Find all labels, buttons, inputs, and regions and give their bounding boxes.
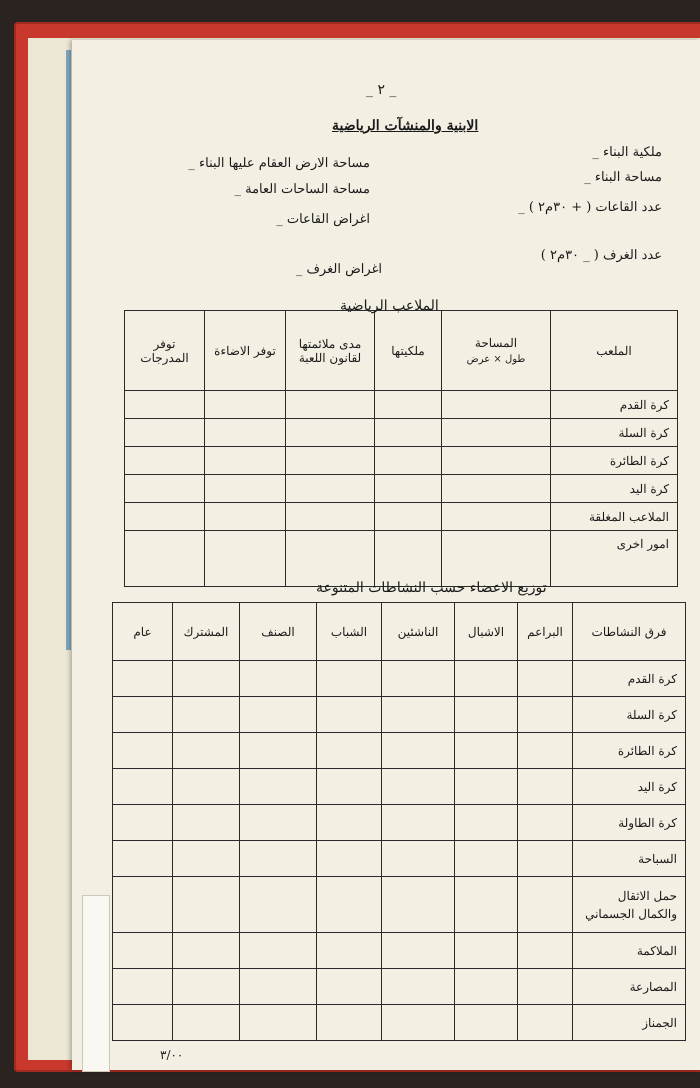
sports-fields-caption: الملاعب الرياضية xyxy=(340,298,439,314)
table-header-row xyxy=(113,603,686,661)
row-label: الملاعب المغلقة xyxy=(551,503,678,531)
table-cell xyxy=(455,969,518,1005)
table-row xyxy=(125,503,678,531)
col-header-suitability: مدى ملائمتها لقانون اللعبة xyxy=(286,311,375,391)
halls-count-label: عدد القاعات ( + ٣٠م٢ ) _ xyxy=(518,200,662,215)
table-row xyxy=(113,769,686,805)
table-row xyxy=(125,475,678,503)
table-cell xyxy=(442,475,551,503)
col-header-class: الصنف xyxy=(240,603,317,661)
table-cell xyxy=(518,733,573,769)
table-cell xyxy=(113,661,173,697)
row-label: كرة القدم xyxy=(551,391,678,419)
table-cell xyxy=(173,697,240,733)
table-cell xyxy=(442,419,551,447)
table-cell xyxy=(382,1005,455,1041)
table-cell xyxy=(382,733,455,769)
table-cell xyxy=(286,531,375,587)
table-cell xyxy=(173,969,240,1005)
table-cell xyxy=(455,1005,518,1041)
table-cell xyxy=(240,805,317,841)
table-cell xyxy=(173,877,240,933)
page-edge-marker xyxy=(66,50,71,650)
table-cell xyxy=(240,877,317,933)
table-header-row xyxy=(125,311,678,391)
table-cell xyxy=(173,769,240,805)
paper-tab xyxy=(82,895,110,1072)
table-row xyxy=(113,969,686,1005)
table-row xyxy=(113,697,686,733)
table-cell xyxy=(317,805,382,841)
table-cell xyxy=(455,733,518,769)
members-distribution-table xyxy=(112,602,686,1041)
table-cell xyxy=(518,969,573,1005)
col-header-field: الملعب xyxy=(551,311,678,391)
table-row xyxy=(113,805,686,841)
table-cell xyxy=(317,841,382,877)
col-header-activities: فرق النشاطات xyxy=(573,603,686,661)
table-cell xyxy=(442,447,551,475)
table-cell xyxy=(317,661,382,697)
table-cell xyxy=(442,531,551,587)
table-cell xyxy=(205,475,286,503)
page-title: الابنية والمنشآت الرياضية xyxy=(332,118,479,134)
table-cell xyxy=(375,391,442,419)
table-cell xyxy=(205,447,286,475)
table-cell xyxy=(125,391,205,419)
footer-code: ٣/٠٠ xyxy=(160,1048,184,1062)
table-cell xyxy=(518,933,573,969)
table-row xyxy=(113,733,686,769)
row-label: كرة اليد xyxy=(551,475,678,503)
row-label: حمل الاثقال والكمال الجسماني xyxy=(573,877,686,933)
row-label: السباحة xyxy=(573,841,686,877)
col-header-area xyxy=(442,311,551,391)
table-cell xyxy=(455,769,518,805)
table-cell xyxy=(375,447,442,475)
table-cell xyxy=(375,531,442,587)
table-cell xyxy=(375,419,442,447)
table-cell xyxy=(240,733,317,769)
table-cell xyxy=(518,661,573,697)
table-cell xyxy=(442,391,551,419)
table-cell xyxy=(240,769,317,805)
table-cell xyxy=(205,419,286,447)
table-cell xyxy=(518,1005,573,1041)
table-cell xyxy=(125,419,205,447)
table-cell xyxy=(240,661,317,697)
col-header-joint: المشترك xyxy=(173,603,240,661)
table-cell xyxy=(113,1005,173,1041)
table-cell xyxy=(317,933,382,969)
table-row xyxy=(113,933,686,969)
table-cell xyxy=(518,841,573,877)
table-cell xyxy=(113,769,173,805)
table-cell xyxy=(173,841,240,877)
land-area-label: مساحة الارض العقام عليها البناء _ xyxy=(188,156,370,171)
table-cell xyxy=(113,697,173,733)
table-cell xyxy=(455,877,518,933)
col-header-cubs: الاشبال xyxy=(455,603,518,661)
table-cell xyxy=(125,531,205,587)
table-cell xyxy=(317,877,382,933)
page-number: _ ٢ _ xyxy=(366,82,397,98)
row-label: امور اخرى xyxy=(551,531,678,587)
table-cell xyxy=(518,877,573,933)
halls-purpose-label: اغراض القاعات _ xyxy=(276,212,370,227)
table-cell xyxy=(173,661,240,697)
row-label: كرة القدم xyxy=(573,661,686,697)
col-header-youth: الشباب xyxy=(317,603,382,661)
table-cell xyxy=(375,475,442,503)
table-row xyxy=(125,447,678,475)
table-cell xyxy=(240,969,317,1005)
members-distribution-caption: توزيع الاعضاء حسب النشاطات المتنوعة xyxy=(316,580,547,596)
table-cell xyxy=(205,531,286,587)
table-cell xyxy=(113,841,173,877)
table-cell xyxy=(173,933,240,969)
table-cell xyxy=(317,697,382,733)
row-label: المصارعة xyxy=(573,969,686,1005)
table-cell xyxy=(382,969,455,1005)
table-cell xyxy=(173,733,240,769)
table-cell xyxy=(286,391,375,419)
table-cell xyxy=(382,933,455,969)
row-label: كرة الطاولة xyxy=(573,805,686,841)
table-cell xyxy=(455,697,518,733)
table-cell xyxy=(317,769,382,805)
area-header-subtext: طول × عرض xyxy=(466,354,526,365)
table-cell xyxy=(286,503,375,531)
table-cell xyxy=(173,805,240,841)
table-cell xyxy=(125,475,205,503)
col-header-buds: البراعم xyxy=(518,603,573,661)
table-cell xyxy=(286,475,375,503)
table-cell xyxy=(455,841,518,877)
table-cell xyxy=(240,1005,317,1041)
table-cell xyxy=(173,1005,240,1041)
row-label: كرة اليد xyxy=(573,769,686,805)
table-cell xyxy=(125,503,205,531)
table-cell xyxy=(382,805,455,841)
table-cell xyxy=(375,503,442,531)
table-cell xyxy=(317,969,382,1005)
table-cell xyxy=(382,661,455,697)
area-header-label: المساحة xyxy=(474,336,518,350)
table-cell xyxy=(286,447,375,475)
row-label: كرة الطائرة xyxy=(573,733,686,769)
table-cell xyxy=(455,933,518,969)
table-cell xyxy=(113,969,173,1005)
building-area-label: مساحة البناء _ xyxy=(584,170,662,185)
table-row xyxy=(113,1005,686,1041)
table-row xyxy=(113,841,686,877)
table-cell xyxy=(382,697,455,733)
table-cell xyxy=(240,933,317,969)
col-header-general: عام xyxy=(113,603,173,661)
table-cell xyxy=(125,447,205,475)
row-label: كرة الطائرة xyxy=(551,447,678,475)
row-label: الملاكمة xyxy=(573,933,686,969)
table-cell xyxy=(286,419,375,447)
rooms-purpose-label: اغراض الغرف _ xyxy=(295,262,382,277)
col-header-ownership: ملكيتها xyxy=(375,311,442,391)
table-cell xyxy=(113,933,173,969)
table-cell xyxy=(113,733,173,769)
table-cell xyxy=(382,877,455,933)
table-cell xyxy=(518,697,573,733)
table-cell xyxy=(317,1005,382,1041)
row-label: كرة السلة xyxy=(551,419,678,447)
table-cell xyxy=(442,503,551,531)
building-ownership-label: ملكية البناء _ xyxy=(592,145,662,160)
row-label: الجمناز xyxy=(573,1005,686,1041)
table-row xyxy=(113,661,686,697)
table-cell xyxy=(382,769,455,805)
col-header-stands: توفر المدرجات xyxy=(125,311,205,391)
table-cell xyxy=(455,661,518,697)
table-cell xyxy=(240,697,317,733)
table-row xyxy=(125,531,678,587)
table-row xyxy=(113,877,686,933)
row-label: كرة السلة xyxy=(573,697,686,733)
table-cell xyxy=(382,841,455,877)
table-cell xyxy=(113,877,173,933)
table-cell xyxy=(205,503,286,531)
public-yards-area-label: مساحة الساحات العامة _ xyxy=(234,182,370,197)
col-header-juniors: الناشئين xyxy=(382,603,455,661)
table-cell xyxy=(518,769,573,805)
table-cell xyxy=(518,805,573,841)
col-header-lighting: توفر الاضاءة xyxy=(205,311,286,391)
table-cell xyxy=(113,805,173,841)
table-row xyxy=(125,391,678,419)
table-row xyxy=(125,419,678,447)
table-cell xyxy=(205,391,286,419)
table-cell xyxy=(317,733,382,769)
sports-fields-table xyxy=(124,310,678,587)
rooms-count-label: عدد الغرف ( _ ٣٠م٢ ) xyxy=(540,248,662,263)
table-cell xyxy=(240,841,317,877)
table-cell xyxy=(455,805,518,841)
